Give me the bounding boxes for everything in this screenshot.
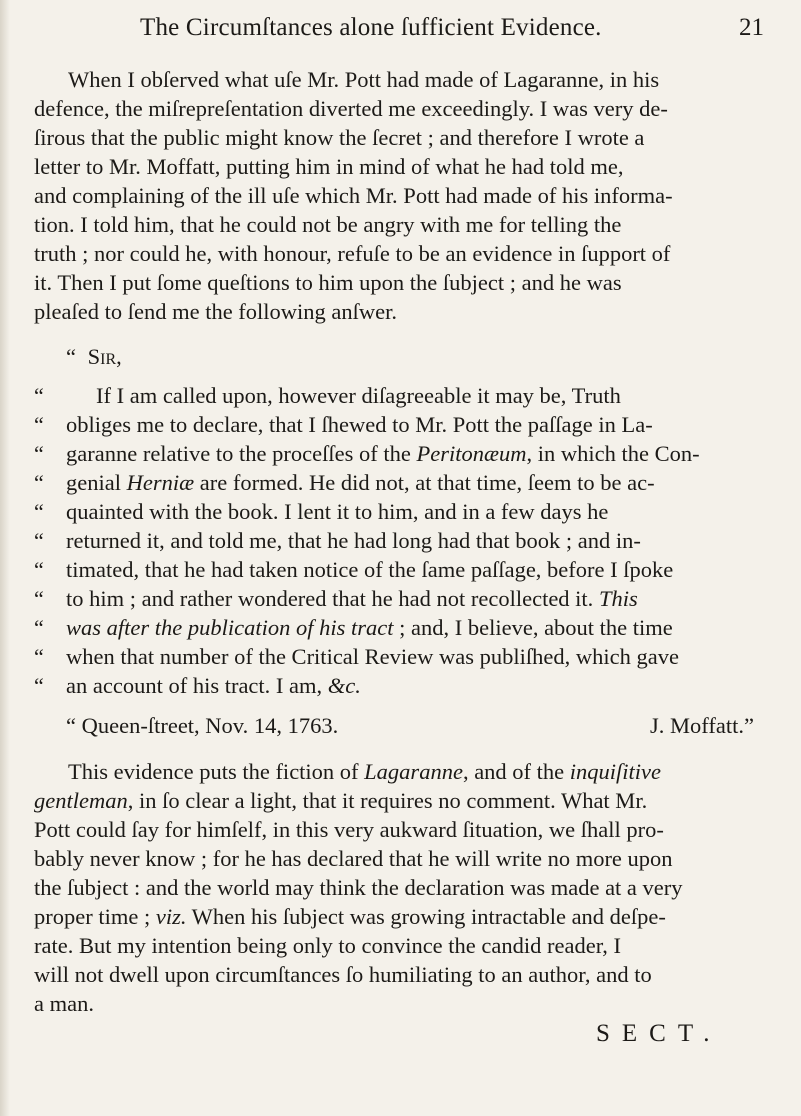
quote-mark: “ [34,470,44,495]
running-head [140,14,780,48]
salutation: Sir, [87,344,122,369]
quote-mark: “ [34,557,44,582]
quote-mark: “ [66,713,76,738]
quote-mark: “ [34,441,44,466]
text-line: ſirous that the public might know the ſecret ; and therefore I wrote a [34,125,645,150]
text-line: truth ; nor could he, with honour, refuſe to be an evidence in ſupport of [34,241,671,266]
text-line: gentleman, in ſo clear a light, that it requires no comment. What Mr. [34,788,648,813]
text-line: This evidence puts the fiction of Lagaranne, and of the inquiſitive [68,759,662,784]
salutation-line [66,343,122,371]
text-line: the ſubject : and the world may think the declaration was made at a very [34,875,683,900]
letter-line: “ If I am called upon, however diſagreeable it may be, Truth [34,383,621,408]
text-line: proper time ; viz. When his ſubject was growing intractable and deſpe- [34,904,666,929]
quote-mark: “ [66,344,76,369]
letter-signoff [34,712,754,740]
text-line: rate. But my intention being only to convince the candid reader, I [34,933,622,958]
text-line: pleaſed to ſend me the following anſwer. [34,299,398,324]
quote-mark: “ [34,528,44,553]
text-line: Pott could ſay for himſelf, in this very aukward ſituation, we ſhall pro- [34,817,664,842]
catchword: SECT. [596,1020,722,1047]
quote-mark: “ [34,383,44,408]
text-line: will not dwell upon circumſtances ſo humiliating to an author, and to [34,962,652,987]
letter-line: “ an account of his tract. I am, &c. [34,673,361,698]
quote-mark: “ [34,644,44,669]
text-line: letter to Mr. Moffatt, putting him in mind of what he had told me, [34,154,624,179]
letter-line: “ garanne relative to the proceſſes of the Peritonæum, in which the Con- [34,441,700,466]
letter-line: “ when that number of the Critical Review was publiſhed, which gave [34,644,679,669]
letter-line: “ was after the publication of his tract ; and, I believe, about the time [34,615,673,640]
text-line: a man. [34,991,94,1016]
running-title: The Circumſtances alone ſufficient Evidence. [140,14,602,41]
text-line: and complaining of the ill uſe which Mr. Pott had made of his informa- [34,183,673,208]
page-gutter-shadow [0,0,10,1116]
quote-mark: “ [34,412,44,437]
quote-mark: “ [34,615,44,640]
letter-line: “ quainted with the book. I lent it to him, and in a few days he [34,499,609,524]
text-line: When I obſerved what uſe Mr. Pott had made of Lagaranne, in his [68,67,660,92]
quote-mark: “ [34,673,44,698]
letter-line: “ genial Herniæ are formed. He did not, at that time, ſeem to be ac- [34,470,655,495]
place-date: Queen-ſtreet, Nov. 14, 1763. [81,713,339,738]
letter-line: “ timated, that he had taken notice of the ſame paſſage, before I ſpoke [34,557,674,582]
signature: J. Moffatt.” [650,713,754,738]
text-line: it. Then I put ſome queſtions to him upon the ſubject ; and he was [34,270,622,295]
letter-line: “ obliges me to declare, that I ſhewed to Mr. Pott the paſſage in La- [34,412,653,437]
text-line: defence, the miſrepreſentation diverted me exceedingly. I was very de- [34,96,668,121]
quote-mark: “ [34,499,44,524]
quote-mark: “ [34,586,44,611]
letter-line: “ returned it, and told me, that he had long had that book ; and in- [34,528,641,553]
letter-line: “ to him ; and rather wondered that he had not recollected it. This [34,586,638,611]
text-line: bably never know ; for he has declared that he will write no more upon [34,846,673,871]
page-number: 21 [739,14,764,41]
text-line: tion. I told him, that he could not be angry with me for telling the [34,212,622,237]
